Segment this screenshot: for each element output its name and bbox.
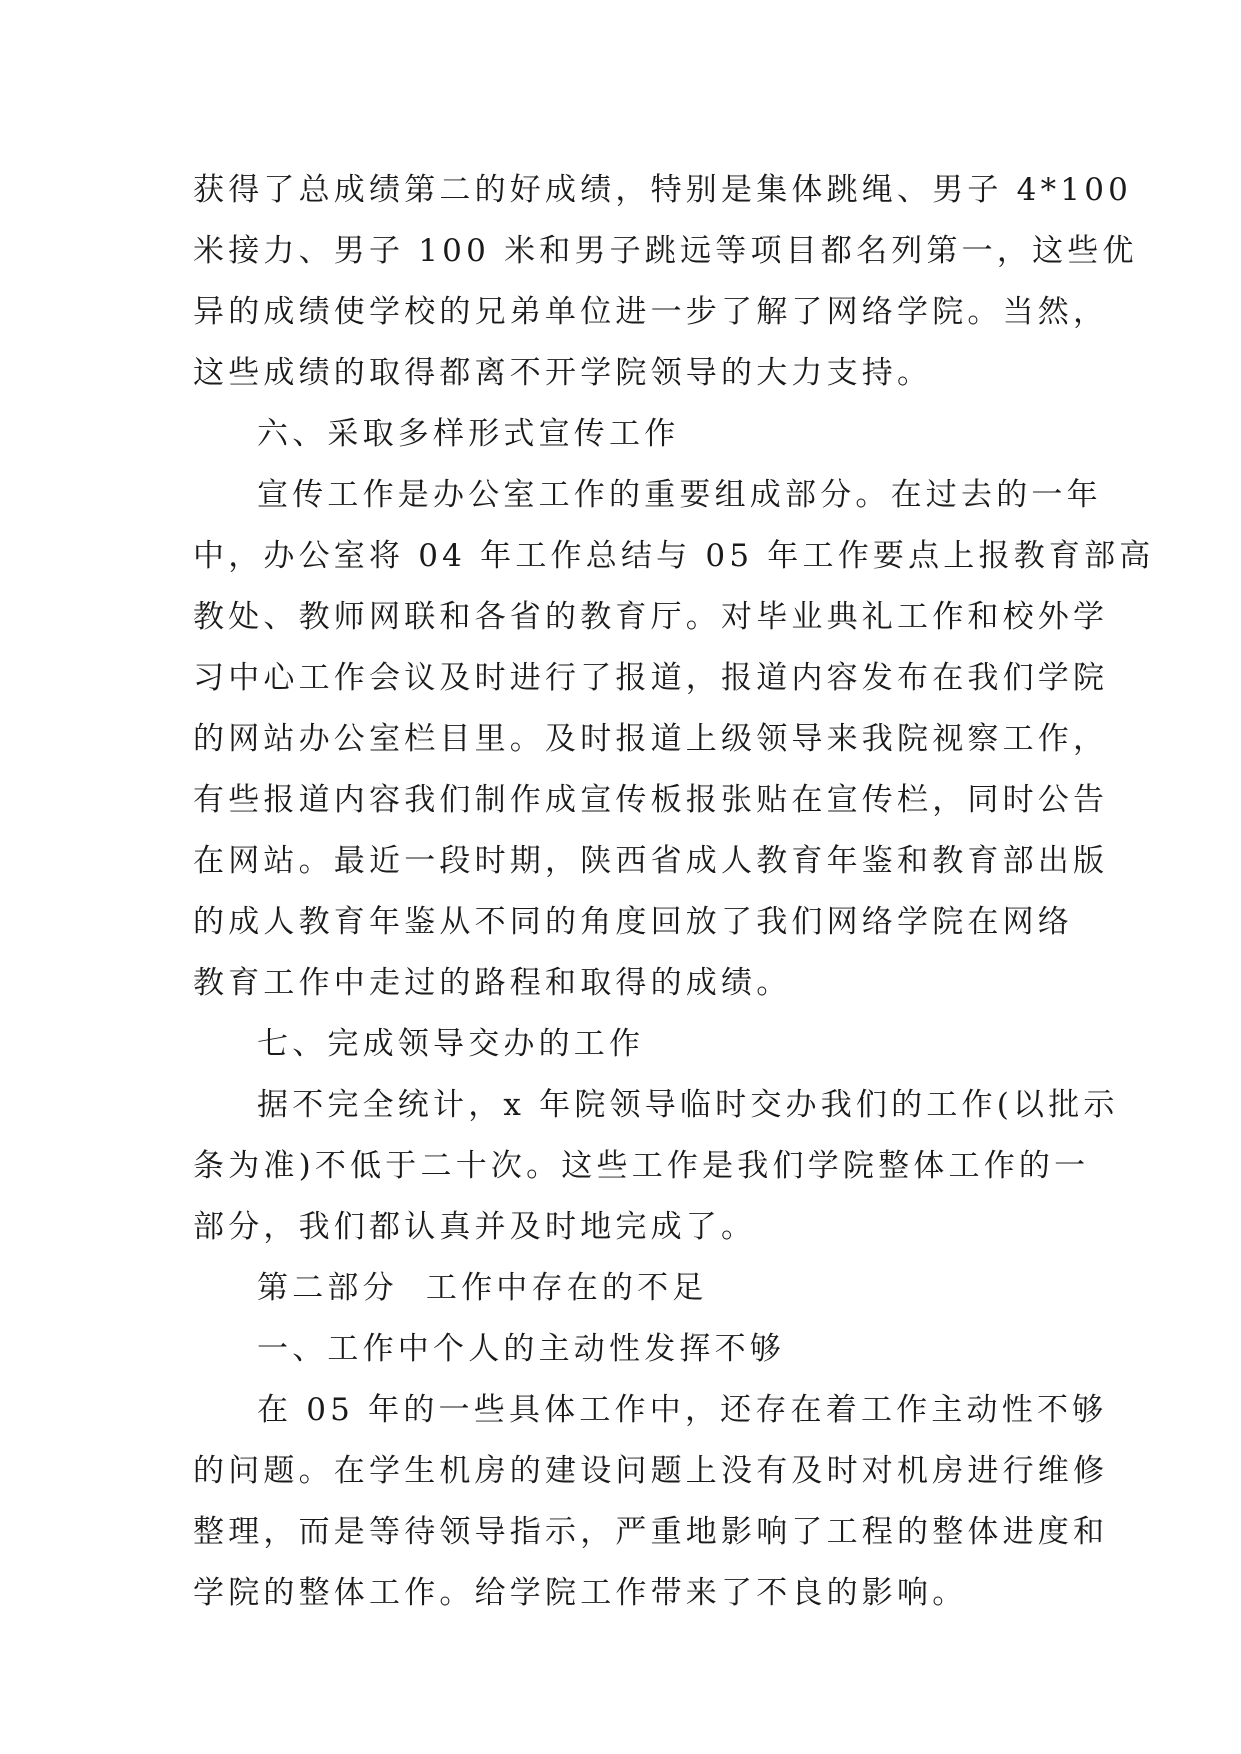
text-line: 条为准)不低于二十次。这些工作是我们学院整体工作的一	[193, 1148, 1090, 1184]
section-heading: 六、采取多样形式宣传工作	[257, 416, 680, 452]
text-line: 中，办公室将 04 年工作总结与 05 年工作要点上报教育部高	[193, 538, 1155, 574]
paragraph-first-line: 据不完全统计，x 年院领导临时交办我们的工作(以批示	[257, 1087, 1119, 1123]
text-line: 米接力、男子 100 米和男子跳远等项目都名列第一，这些优	[193, 233, 1138, 269]
text-line: 的问题。在学生机房的建设问题上没有及时对机房进行维修	[193, 1453, 1109, 1489]
paragraph-first-line: 宣传工作是办公室工作的重要组成部分。在过去的一年	[257, 477, 1102, 513]
text-line: 学院的整体工作。给学院工作带来了不良的影响。	[193, 1575, 968, 1611]
text-line: 在网站。最近一段时期，陕西省成人教育年鉴和教育部出版	[193, 843, 1109, 879]
text-line: 教育工作中走过的路程和取得的成绩。	[193, 965, 792, 1001]
text-line: 这些成绩的取得都离不开学院领导的大力支持。	[193, 355, 933, 391]
text-line: 习中心工作会议及时进行了报道，报道内容发布在我们学院	[193, 660, 1109, 696]
text-line: 获得了总成绩第二的好成绩，特别是集体跳绳、男子 4*100	[193, 172, 1133, 208]
text-line: 整理，而是等待领导指示，严重地影响了工程的整体进度和	[193, 1514, 1109, 1550]
text-line: 异的成绩使学校的兄弟单位进一步了解了网络学院。当然，	[193, 294, 1109, 330]
section-heading: 七、完成领导交办的工作	[257, 1026, 645, 1062]
section-heading: 一、工作中个人的主动性发挥不够	[257, 1331, 785, 1367]
text-line: 的网站办公室栏目里。及时报道上级领导来我院视察工作，	[193, 721, 1109, 757]
part-heading: 第二部分 工作中存在的不足	[257, 1270, 708, 1306]
text-line: 部分，我们都认真并及时地完成了。	[193, 1209, 757, 1245]
document-body	[193, 160, 1155, 1624]
paragraph-first-line: 在 05 年的一些具体工作中，还存在着工作主动性不够	[257, 1392, 1108, 1428]
text-line: 教处、教师网联和各省的教育厅。对毕业典礼工作和校外学	[193, 599, 1109, 635]
text-line: 的成人教育年鉴从不同的角度回放了我们网络学院在网络	[193, 904, 1073, 940]
text-line: 有些报道内容我们制作成宣传板报张贴在宣传栏，同时公告	[193, 782, 1109, 818]
